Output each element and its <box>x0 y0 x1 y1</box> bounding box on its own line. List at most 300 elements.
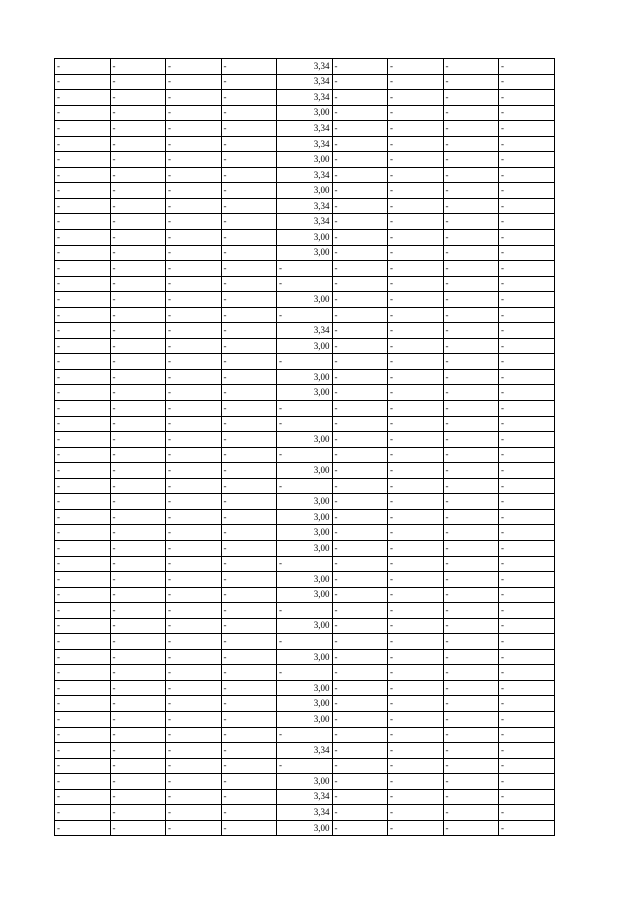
table-cell: - <box>332 74 388 90</box>
table-cell: - <box>110 587 166 603</box>
table-cell: - <box>499 105 555 121</box>
table-cell: - <box>110 261 166 277</box>
table-cell: - <box>110 385 166 401</box>
table-cell: - <box>332 292 388 308</box>
table-cell: - <box>443 432 499 448</box>
table-cell: - <box>499 711 555 727</box>
table-cell: - <box>443 696 499 712</box>
table-cell: - <box>55 385 111 401</box>
table-cell: - <box>499 727 555 743</box>
table-cell: - <box>55 121 111 137</box>
table-cell: - <box>277 447 333 463</box>
table-cell: - <box>499 183 555 199</box>
table-cell: - <box>110 121 166 137</box>
table-cell: - <box>55 463 111 479</box>
table-cell: - <box>388 727 444 743</box>
table-cell: - <box>443 789 499 805</box>
table-cell: - <box>221 369 277 385</box>
table-cell: - <box>499 774 555 790</box>
table-cell: - <box>443 509 499 525</box>
table-cell: - <box>277 727 333 743</box>
table-cell: - <box>166 354 222 370</box>
table-cell: - <box>388 74 444 90</box>
table-cell: - <box>166 183 222 199</box>
table-row <box>55 711 555 727</box>
table-cell: - <box>55 354 111 370</box>
table-cell: - <box>332 167 388 183</box>
table-row <box>55 90 555 106</box>
table-cell: - <box>499 743 555 759</box>
table-cell: 3,00 <box>277 696 333 712</box>
table-cell: - <box>221 245 277 261</box>
table-cell: - <box>110 447 166 463</box>
table-cell: - <box>388 105 444 121</box>
table-cell: - <box>388 183 444 199</box>
table-row <box>55 509 555 525</box>
table-cell: - <box>443 136 499 152</box>
table-row <box>55 354 555 370</box>
table-row <box>55 74 555 90</box>
table-cell: - <box>443 540 499 556</box>
table-cell: - <box>388 230 444 246</box>
table-cell: - <box>332 727 388 743</box>
table-cell: - <box>221 90 277 106</box>
table-cell: - <box>110 90 166 106</box>
table-cell: - <box>388 711 444 727</box>
table-cell: - <box>332 369 388 385</box>
table-cell: - <box>55 618 111 634</box>
table-row <box>55 587 555 603</box>
table-cell: - <box>388 369 444 385</box>
table-cell: - <box>499 74 555 90</box>
table-row <box>55 276 555 292</box>
table-cell: 3,00 <box>277 711 333 727</box>
table-cell: - <box>443 665 499 681</box>
table-cell: - <box>332 634 388 650</box>
table-cell: - <box>332 774 388 790</box>
table-cell: - <box>443 649 499 665</box>
table-row <box>55 603 555 619</box>
table-cell: - <box>443 74 499 90</box>
table-cell: - <box>332 338 388 354</box>
table-cell: - <box>443 401 499 417</box>
table-cell: - <box>443 152 499 168</box>
table-cell: - <box>388 136 444 152</box>
table-cell: - <box>388 572 444 588</box>
table-row <box>55 556 555 572</box>
table-cell: - <box>499 121 555 137</box>
table-cell: - <box>55 680 111 696</box>
table-cell: - <box>110 230 166 246</box>
table-cell: - <box>443 245 499 261</box>
table-cell: - <box>55 183 111 199</box>
table-cell: - <box>332 105 388 121</box>
table-cell: - <box>55 540 111 556</box>
table-cell: - <box>499 478 555 494</box>
table-cell: - <box>332 307 388 323</box>
table-cell: - <box>443 121 499 137</box>
table-cell: - <box>221 463 277 479</box>
table-cell: 3,00 <box>277 245 333 261</box>
table-cell: 3,00 <box>277 618 333 634</box>
table-cell: - <box>332 556 388 572</box>
table-cell: - <box>55 292 111 308</box>
table-cell: - <box>55 478 111 494</box>
table-cell: - <box>110 323 166 339</box>
table-cell: - <box>443 307 499 323</box>
table-cell: - <box>332 572 388 588</box>
table-cell: - <box>110 152 166 168</box>
table-cell: - <box>388 509 444 525</box>
table-cell: - <box>388 152 444 168</box>
table-cell: - <box>388 758 444 774</box>
table-cell: - <box>443 338 499 354</box>
table-cell: - <box>166 198 222 214</box>
table-cell: - <box>443 820 499 836</box>
table-cell: - <box>499 167 555 183</box>
table-cell: - <box>332 665 388 681</box>
table-cell: - <box>443 618 499 634</box>
table-cell: - <box>277 261 333 277</box>
table-cell: - <box>221 307 277 323</box>
table-cell: 3,34 <box>277 121 333 137</box>
table-cell: 3,00 <box>277 540 333 556</box>
table-cell: - <box>499 198 555 214</box>
table-row <box>55 478 555 494</box>
table-cell: - <box>166 509 222 525</box>
table-cell: - <box>55 214 111 230</box>
table-row <box>55 572 555 588</box>
table-cell: - <box>55 432 111 448</box>
table-cell: - <box>443 711 499 727</box>
table-cell: - <box>55 338 111 354</box>
table-cell: 3,34 <box>277 743 333 759</box>
table-row <box>55 307 555 323</box>
table-cell: - <box>166 447 222 463</box>
table-cell: - <box>221 447 277 463</box>
table-cell: - <box>110 136 166 152</box>
table-cell: - <box>166 230 222 246</box>
table-row <box>55 494 555 510</box>
table-cell: - <box>166 556 222 572</box>
table-cell: - <box>110 525 166 541</box>
table-cell: - <box>221 758 277 774</box>
table-cell: - <box>499 665 555 681</box>
table-cell: 3,00 <box>277 292 333 308</box>
table-cell: - <box>332 230 388 246</box>
table-cell: - <box>110 789 166 805</box>
table-cell: - <box>499 152 555 168</box>
table-cell: - <box>166 105 222 121</box>
table-cell: - <box>166 261 222 277</box>
table-cell: - <box>332 261 388 277</box>
table-cell: - <box>499 214 555 230</box>
table-cell: - <box>332 525 388 541</box>
table-cell: - <box>221 525 277 541</box>
table-cell: - <box>166 727 222 743</box>
table-cell: - <box>499 416 555 432</box>
table-cell: - <box>166 478 222 494</box>
table-cell: - <box>55 525 111 541</box>
table-cell: - <box>55 136 111 152</box>
table-cell: - <box>166 603 222 619</box>
table-cell: - <box>166 307 222 323</box>
table-cell: - <box>55 276 111 292</box>
table-cell: - <box>166 572 222 588</box>
table-cell: - <box>388 789 444 805</box>
table-cell: - <box>388 307 444 323</box>
table-cell: - <box>388 447 444 463</box>
table-cell: - <box>221 665 277 681</box>
table-cell: - <box>55 805 111 821</box>
table-cell: - <box>277 276 333 292</box>
table-cell: - <box>55 727 111 743</box>
table-cell: - <box>499 525 555 541</box>
table-cell: 3,00 <box>277 587 333 603</box>
table-cell: - <box>110 758 166 774</box>
table-cell: - <box>499 680 555 696</box>
table-cell: - <box>443 447 499 463</box>
table-cell: 3,00 <box>277 680 333 696</box>
table-cell: 3,00 <box>277 152 333 168</box>
table-cell: - <box>332 820 388 836</box>
table-cell: - <box>221 680 277 696</box>
table-cell: - <box>55 152 111 168</box>
table-cell: - <box>55 167 111 183</box>
table-row <box>55 214 555 230</box>
table-cell: - <box>443 354 499 370</box>
table-cell: - <box>388 696 444 712</box>
table-row <box>55 758 555 774</box>
table-row <box>55 152 555 168</box>
table-cell: - <box>221 820 277 836</box>
table-cell: - <box>55 572 111 588</box>
table-cell: 3,34 <box>277 167 333 183</box>
table-cell: 3,00 <box>277 463 333 479</box>
table-cell: - <box>499 540 555 556</box>
table-row <box>55 665 555 681</box>
table-cell: - <box>166 432 222 448</box>
table-cell: 3,00 <box>277 183 333 199</box>
table-cell: - <box>55 323 111 339</box>
table-row <box>55 245 555 261</box>
table-cell: - <box>499 789 555 805</box>
table-cell: - <box>110 105 166 121</box>
table-cell: - <box>388 167 444 183</box>
table-cell: 3,00 <box>277 105 333 121</box>
table-cell: - <box>221 338 277 354</box>
table-cell: - <box>332 354 388 370</box>
table-cell: - <box>110 183 166 199</box>
table-cell: - <box>388 478 444 494</box>
table-cell: - <box>388 618 444 634</box>
table-cell: - <box>221 214 277 230</box>
table-cell: - <box>110 432 166 448</box>
table-row <box>55 136 555 152</box>
table-cell: - <box>166 59 222 75</box>
table-cell: - <box>55 198 111 214</box>
table-cell: - <box>221 789 277 805</box>
table-cell: - <box>332 587 388 603</box>
table-cell: - <box>221 354 277 370</box>
table-cell: - <box>332 696 388 712</box>
table-cell: - <box>221 696 277 712</box>
table-cell: - <box>55 509 111 525</box>
table-cell: - <box>55 634 111 650</box>
table-cell: 3,34 <box>277 136 333 152</box>
table-cell: - <box>332 649 388 665</box>
table-cell: - <box>221 59 277 75</box>
table-cell: - <box>166 525 222 541</box>
table-row <box>55 59 555 75</box>
table-row <box>55 230 555 246</box>
table-cell: - <box>443 494 499 510</box>
table-cell: - <box>388 649 444 665</box>
table-cell: - <box>166 820 222 836</box>
table-cell: - <box>499 276 555 292</box>
table-row <box>55 774 555 790</box>
table-cell: - <box>388 634 444 650</box>
table-row <box>55 416 555 432</box>
table-cell: - <box>110 572 166 588</box>
table-cell: - <box>110 369 166 385</box>
table-cell: - <box>166 276 222 292</box>
table-cell: - <box>499 447 555 463</box>
table-cell: - <box>221 556 277 572</box>
table-cell: - <box>443 556 499 572</box>
table-cell: - <box>110 198 166 214</box>
table-cell: - <box>332 385 388 401</box>
table-cell: - <box>166 463 222 479</box>
data-table-body <box>55 59 555 836</box>
table-cell: - <box>55 74 111 90</box>
table-cell: - <box>388 276 444 292</box>
table-cell: - <box>166 90 222 106</box>
table-cell: - <box>388 494 444 510</box>
table-cell: - <box>277 758 333 774</box>
table-row <box>55 727 555 743</box>
table-cell: - <box>388 416 444 432</box>
table-cell: - <box>332 805 388 821</box>
table-cell: - <box>166 805 222 821</box>
table-cell: - <box>110 696 166 712</box>
table-cell: - <box>332 245 388 261</box>
table-cell: - <box>221 572 277 588</box>
table-cell: - <box>332 540 388 556</box>
table-cell: - <box>388 354 444 370</box>
table-cell: - <box>166 634 222 650</box>
table-cell: - <box>55 401 111 417</box>
table-cell: - <box>443 323 499 339</box>
table-cell: - <box>499 354 555 370</box>
table-cell: - <box>221 478 277 494</box>
table-cell: - <box>499 603 555 619</box>
table-row <box>55 649 555 665</box>
table-cell: - <box>166 167 222 183</box>
table-row <box>55 369 555 385</box>
table-cell: - <box>443 727 499 743</box>
table-cell: - <box>166 74 222 90</box>
table-cell: - <box>55 90 111 106</box>
table-cell: - <box>443 261 499 277</box>
table-cell: - <box>499 494 555 510</box>
table-cell: - <box>166 323 222 339</box>
table-cell: - <box>110 727 166 743</box>
table-cell: - <box>332 136 388 152</box>
table-cell: - <box>277 603 333 619</box>
table-cell: - <box>443 292 499 308</box>
table-cell: - <box>55 556 111 572</box>
table-cell: - <box>110 665 166 681</box>
table-cell: - <box>55 494 111 510</box>
table-cell: - <box>332 463 388 479</box>
table-cell: - <box>443 183 499 199</box>
table-cell: - <box>277 478 333 494</box>
table-cell: - <box>55 696 111 712</box>
table-cell: - <box>110 618 166 634</box>
table-cell: - <box>499 463 555 479</box>
table-cell: - <box>110 478 166 494</box>
table-cell: - <box>110 634 166 650</box>
table-cell: 3,00 <box>277 338 333 354</box>
table-cell: - <box>166 292 222 308</box>
table-cell: - <box>166 680 222 696</box>
table-cell: - <box>499 509 555 525</box>
table-cell: - <box>332 276 388 292</box>
table-cell: - <box>110 276 166 292</box>
table-cell: - <box>388 680 444 696</box>
table-cell: - <box>443 774 499 790</box>
table-cell: - <box>166 711 222 727</box>
table-row <box>55 820 555 836</box>
table-row <box>55 540 555 556</box>
table-cell: - <box>388 245 444 261</box>
table-cell: - <box>443 276 499 292</box>
table-cell: - <box>166 665 222 681</box>
table-cell: - <box>55 230 111 246</box>
table-cell: - <box>332 743 388 759</box>
table-cell: - <box>110 214 166 230</box>
table-cell: - <box>443 198 499 214</box>
table-cell: - <box>221 618 277 634</box>
table-cell: - <box>388 463 444 479</box>
table-cell: - <box>332 680 388 696</box>
table-cell: - <box>55 587 111 603</box>
table-cell: - <box>499 587 555 603</box>
table-row <box>55 634 555 650</box>
table-cell: 3,34 <box>277 74 333 90</box>
table-cell: - <box>388 603 444 619</box>
table-cell: - <box>388 59 444 75</box>
table-cell: - <box>499 338 555 354</box>
table-cell: - <box>110 463 166 479</box>
table-row <box>55 183 555 199</box>
table-cell: - <box>332 432 388 448</box>
table-cell: - <box>221 603 277 619</box>
table-cell: - <box>277 556 333 572</box>
table-cell: - <box>499 385 555 401</box>
table-cell: - <box>499 820 555 836</box>
table-cell: - <box>388 805 444 821</box>
table-cell: - <box>499 59 555 75</box>
table-cell: - <box>55 369 111 385</box>
table-cell: 3,00 <box>277 525 333 541</box>
table-cell: - <box>499 136 555 152</box>
table-cell: - <box>499 292 555 308</box>
table-cell: - <box>110 167 166 183</box>
table-cell: - <box>221 540 277 556</box>
table-row <box>55 696 555 712</box>
